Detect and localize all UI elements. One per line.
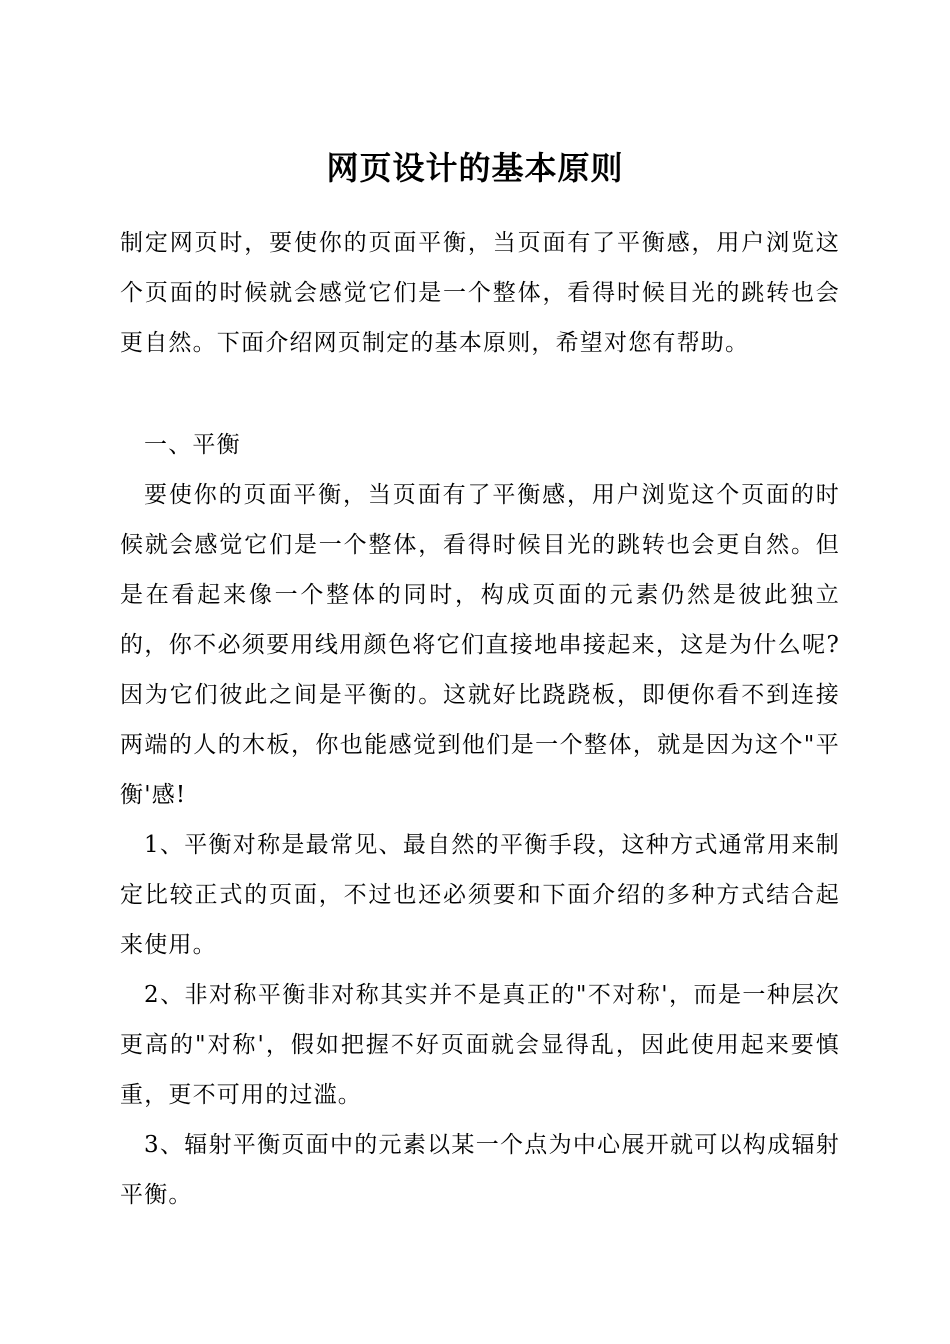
intro-paragraph: 制定网页时，要使你的页面平衡，当页面有了平衡感，用户浏览这个页面的时候就会感觉它们是一个整体，看得时候目光的跳转也会更自然。下面介绍网页制定的基本原则，希望对您有帮助。	[120, 230, 840, 356]
body-paragraph-asymmetric: 2、非对称平衡非对称其实并不是真正的"不对称'，而是一种层次更高的"对称'，假如把握不好页面就会显得乱，因此使用起来要慎重，更不可用的过滥。	[120, 982, 840, 1108]
document-body	[120, 218, 840, 1220]
body-paragraph-balance: 要使你的页面平衡，当页面有了平衡感，用户浏览这个页面的时候就会感觉它们是一个整体，看得时候目光的跳转也会更自然。但是在看起来像一个整体的同时，构成页面的元素仍然是彼此独立的，你不必须要用线用颜色将它们直接地串接起来，这是为什么呢?因为它们彼此之间是平衡的。这就好比跷跷板，即便你看不到连接两端的人的木板，你也能感觉到他们是一个整体，就是因为这个"平衡'感!	[120, 482, 840, 808]
body-paragraph-symmetric: 1、平衡对称是最常见、最自然的平衡手段，这种方式通常用来制定比较正式的页面，不过也还必须要和下面介绍的多种方式结合起来使用。	[120, 832, 840, 958]
section-heading: 一、平衡	[144, 432, 241, 458]
body-paragraph-radial: 3、辐射平衡页面中的元素以某一个点为中心展开就可以构成辐射平衡。	[120, 1132, 840, 1208]
paragraph-spacer	[120, 368, 840, 420]
page-title: 网页设计的基本原则	[326, 149, 624, 187]
